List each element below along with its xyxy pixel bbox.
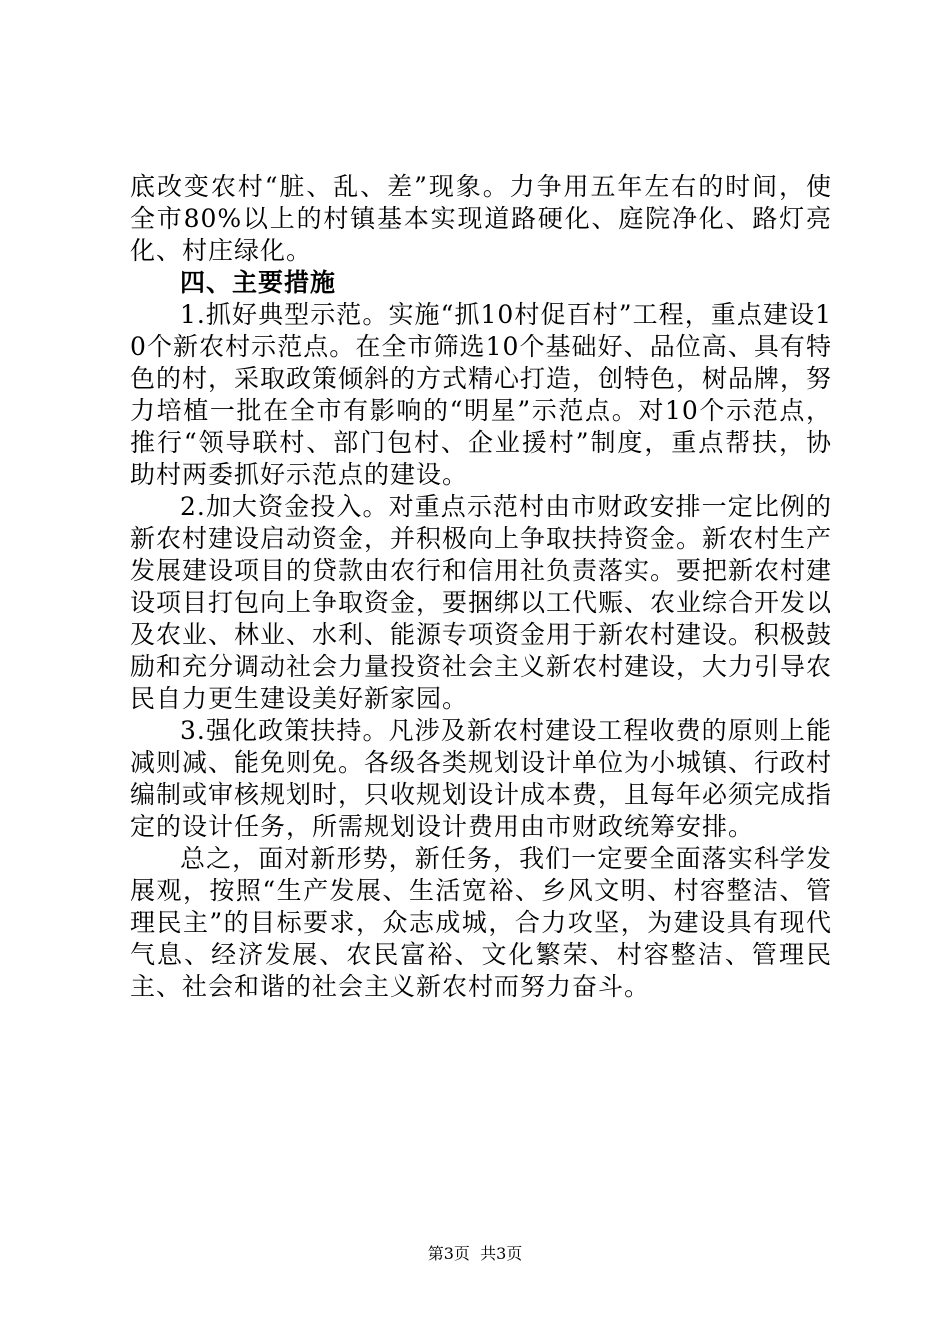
paragraph-measure-1: 1.抓好典型示范。实施“抓10村促百村”工程，重点建设10个新农村示范点。在全市筛选10个基础好、品位高、具有特色的村，采取政策倾斜的方式精心打造，创特色，树品牌，努力培植一批在全市有影响的“明星”示范点。对10个示范点，推行“领导联村、部门包村、企业援村”制度，重点帮扶，协助村两委抓好示范点的建设。: [130, 300, 833, 489]
paragraph-measure-3: 3.强化政策扶持。凡涉及新农村建设工程收费的原则上能减则减、能免则免。各级各类规划设计单位为小城镇、行政村编制或审核规划时，只收规划设计成本费，且每年必须完成指定的设计任务，所需规划设计费用由市财政统筹安排。: [130, 716, 833, 841]
section-heading-main-measures: 四、主要措施: [180, 268, 337, 297]
paragraph-continuation: 底改变农村“脏、乱、差”现象。力争用五年左右的时间，使全市80%以上的村镇基本实现道路硬化、庭院净化、路灯亮化、村庄绿化。: [130, 172, 832, 265]
page-number-footer: 第3页 共3页: [427, 1244, 523, 1263]
document-body: [130, 171, 832, 1003]
paragraph-conclusion: 总之，面对新形势，新任务，我们一定要全面落实科学发展观，按照“生产发展、生活宽裕、乡风文明、村容整洁、管理民主”的目标要求，众志成城，合力攻坚，为建设具有现代气息、经济发展、农民富裕、文化繁荣、村容整洁、管理民主、社会和谐的社会主义新农村而努力奋斗。: [130, 844, 832, 1001]
paragraph-measure-2: 2.加大资金投入。对重点示范村由市财政安排一定比例的新农村建设启动资金，并积极向上争取扶持资金。新农村生产发展建设项目的贷款由农行和信用社负责落实。要把新农村建设项目打包向上争取资金，要捆绑以工代赈、农业综合开发以及农业、林业、水利、能源专项资金用于新农村建设。积极鼓励和充分调动社会力量投资社会主义新农村建设，大力引导农民自力更生建设美好新家园。: [130, 492, 833, 713]
